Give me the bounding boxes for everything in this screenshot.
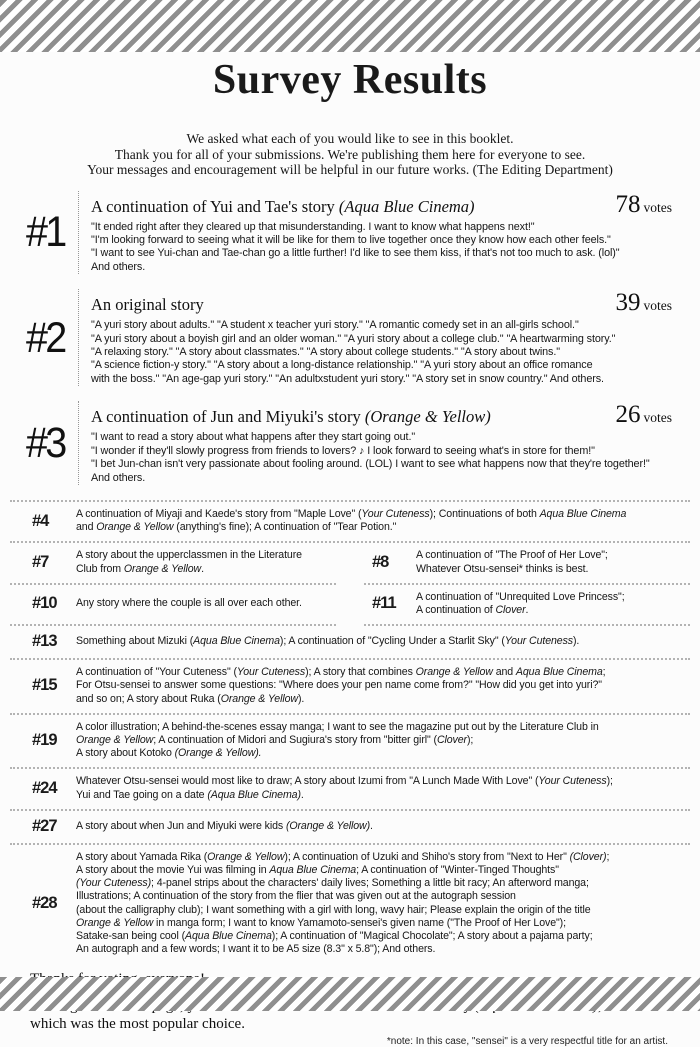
- text-segment: A continuation of: [416, 603, 496, 616]
- page-title: Survey Results: [212, 57, 488, 103]
- text-segment: A continuation of "Unrequited Love Princess";: [416, 590, 625, 603]
- text-segment: .: [370, 819, 373, 832]
- ranking-text: [416, 549, 690, 575]
- text-segment: .: [300, 788, 304, 801]
- text-segment: and: [76, 521, 97, 534]
- ranking-text: [76, 597, 350, 610]
- text-segment: .: [201, 562, 204, 575]
- text-segment: Your Cuteness: [504, 635, 573, 648]
- text-segment: ; A continuation of Midori and Sugiura's story from "bitter girl" (: [153, 733, 437, 746]
- text-segment: A story about the movie Yui was filming in: [76, 863, 270, 876]
- sensei-footnote: *note: In this case, "sensei" is a very respectful title for an artist.: [386, 1036, 668, 1047]
- text-segment: Orange & Yellow: [123, 562, 202, 575]
- top-rankings: [26, 191, 672, 485]
- text-segment: (about the calligraphy club); I want something with a girl with long, wavy hair; Please explain the origin of the title: [76, 903, 591, 916]
- rank-label: #11: [372, 594, 396, 613]
- rank-quotes: [91, 431, 672, 485]
- text-segment: and: [492, 666, 516, 679]
- ranking-column: [10, 508, 690, 534]
- quote-line: And others.: [91, 471, 146, 484]
- text-segment: Clover: [436, 733, 467, 746]
- text-segment: which was the most popular choice.: [30, 1016, 245, 1033]
- votes-label: votes: [643, 410, 672, 426]
- text-segment: A story about Yamada Rika (: [76, 850, 208, 863]
- text-segment: Aqua Blue Cinema: [515, 666, 603, 679]
- intro-line: Thank you for all of your submissions. We're publishing them here for everyone to see.: [114, 146, 586, 162]
- quote-line: "A relaxing story." "A story about classmates." "A story about college students." "A story about twins.": [91, 346, 560, 359]
- text-segment: A color illustration; A behind-the-scenes essay manga; I want to see the magazine put out by the Literature Club in: [76, 720, 599, 733]
- quote-line: "I bet Jun-chan isn't very passionate about fooling around. (LOL) I want to see what happens now that they're together!": [91, 458, 650, 471]
- text-segment: A story about when Jun and Miyuki were kids: [76, 819, 286, 832]
- rank-content: [78, 289, 672, 386]
- bottom-stripe-band: [0, 977, 700, 1011]
- text-segment: );: [466, 733, 474, 746]
- ranking-text: [76, 775, 690, 801]
- rank-title-text: An original story: [91, 295, 204, 315]
- ranking-column: [10, 851, 690, 957]
- rank-label: #24: [32, 779, 57, 798]
- rank-number: #2: [26, 313, 65, 362]
- ranking-row: [10, 769, 690, 808]
- ranking-column: [10, 721, 690, 761]
- text-segment: ; A continuation of "Winter-Tinged Thoughts": [356, 863, 559, 876]
- text-segment: Orange & Yellow: [76, 916, 154, 929]
- text-segment: ;: [602, 666, 606, 679]
- text-segment: ; 4-panel strips about the characters' daily lives; Something a little bit racy; An afterword manga;: [151, 877, 589, 890]
- ranking-text: [76, 549, 350, 575]
- text-segment: (Clover): [569, 850, 607, 863]
- ranking-row: [10, 626, 690, 658]
- text-segment: Illustrations; A continuation of the story from the flier that was given out at the autograph session: [76, 890, 516, 903]
- rank-label: #13: [32, 632, 57, 651]
- top-stripe-band: [0, 0, 700, 52]
- text-segment: (Orange & Yellow).: [174, 747, 262, 760]
- text-segment: Your Cuteness: [361, 507, 430, 520]
- ranking-column: [10, 817, 690, 836]
- quote-line: "A yuri story about adults." "A student x teacher yuri story." "A romantic comedy set in an all-girls school.": [91, 319, 579, 332]
- rank-title: [91, 407, 616, 427]
- text-segment: Something about Mizuki (: [76, 635, 194, 648]
- text-segment: );: [606, 775, 613, 788]
- text-segment: Aqua Blue Cinema: [193, 635, 280, 648]
- text-segment: Satake-san being cool (: [76, 929, 186, 942]
- quote-line: "I wonder if they'll slowly progress from friends to lovers? ♪ I look forward to seeing what's in store for them!": [91, 444, 595, 457]
- text-segment: ); A story that combines: [305, 666, 416, 679]
- rank-label: #27: [32, 816, 57, 835]
- intro-line: We asked what each of you would like to see in this booklet.: [186, 131, 514, 147]
- text-segment: Orange & Yellow: [76, 733, 154, 746]
- votes-count: [616, 191, 673, 219]
- ranking-column: [350, 591, 690, 617]
- ranking-text: [76, 666, 690, 706]
- text-segment: Whatever Otsu-sensei* thinks is best.: [416, 562, 589, 575]
- rank-quotes: [91, 221, 672, 275]
- text-segment: ); Continuations of both: [429, 507, 540, 520]
- text-segment: Orange & Yellow: [415, 666, 493, 679]
- votes-label: votes: [643, 298, 672, 314]
- ranking-column: [10, 591, 350, 617]
- intro-line: Your messages and encouragement will be helpful in our future works. (The Editing Department): [87, 162, 613, 178]
- votes-number: 26: [615, 401, 641, 429]
- quote-line: "I want to read a story about what happens after they start going out.": [91, 431, 416, 444]
- text-segment: Clover: [495, 603, 526, 616]
- text-segment: ); A continuation of "Magical Chocolate"; A story about a pajama party;: [271, 929, 593, 942]
- text-segment: Yui and Tae going on a date: [76, 788, 208, 801]
- ranking-text: [76, 851, 690, 957]
- text-segment: ;: [606, 850, 610, 863]
- quote-line: "I want to see Yui-chan and Tae-chan go a little further! I'd like to see them kiss, if that's not too much to ask. (lol)": [91, 247, 620, 260]
- top-ranking-row: [26, 401, 672, 485]
- text-segment: An autograph and a few words; I want it to be A5 size (8.3" x 5.8"); And others.: [76, 943, 436, 956]
- intro-text: [0, 131, 700, 178]
- ranking-text: [76, 721, 690, 761]
- rank-label: #4: [32, 511, 49, 530]
- rank-label: #8: [372, 553, 389, 572]
- rank-label: #28: [32, 894, 57, 913]
- votes-number: 39: [615, 289, 641, 317]
- text-segment: Your Cuteness: [538, 775, 607, 788]
- text-segment: Club from: [76, 562, 124, 575]
- text-segment: For Otsu-sensei to answer some questions: "Where does your pen name come from?" "How did you get into yuri?": [76, 679, 602, 692]
- text-segment: Orange & Yellow: [96, 521, 174, 534]
- ranking-row: [10, 811, 690, 843]
- text-segment: A continuation of "The Proof of Her Love";: [416, 549, 608, 562]
- ranking-column: [10, 666, 690, 706]
- rank-label: #7: [32, 553, 49, 572]
- rank-number: #1: [26, 208, 65, 257]
- rank-label: #10: [32, 594, 57, 613]
- ranking-column: [10, 775, 690, 801]
- rank-label: #15: [32, 676, 57, 695]
- quote-line: "A yuri story about a boyish girl and an older woman." "A yuri story about a college club." "A heartwarming story.": [91, 332, 616, 345]
- quote-line: "I'm looking forward to seeing what it will be like for them to live together once they know how each other feels.": [91, 234, 611, 247]
- top-ranking-row: [26, 191, 672, 275]
- text-segment: (Aqua Blue Cinema): [207, 788, 301, 801]
- text-segment: Any story where the couple is all over each other.: [76, 597, 302, 610]
- text-segment: (anything's fine); A continuation of "Tear Potion.": [173, 521, 397, 534]
- rank-content: [78, 191, 672, 275]
- ranking-text: [76, 635, 690, 648]
- quote-line: with the boss." "An age-gap yuri story." "An adultxstudent yuri story." "A story set in snow country." And others.: [91, 372, 604, 385]
- text-segment: A story about Kotoko: [76, 747, 175, 760]
- quote-line: And others.: [91, 260, 146, 273]
- text-segment: Aqua Blue Cinema: [539, 507, 627, 520]
- text-segment: Your Cuteness: [236, 666, 306, 679]
- rank-title-text: A continuation of Jun and Miyuki's story: [91, 407, 365, 427]
- text-segment: (Orange & Yellow): [285, 819, 371, 832]
- votes-number: 78: [615, 190, 641, 218]
- ranking-column: [10, 549, 350, 575]
- text-segment: Orange & Yellow: [207, 850, 285, 863]
- text-segment: .: [525, 603, 529, 616]
- ranking-text: [416, 591, 690, 617]
- rank-content: [78, 401, 672, 485]
- rank-title: [91, 295, 616, 315]
- text-segment: and so on; A story about Ruka (: [76, 692, 221, 705]
- text-segment: ).: [573, 635, 580, 648]
- quote-line: "A science fiction-y story." "A story about a long-distance relationship." "A yuri story about an office romance: [91, 359, 593, 372]
- lower-rankings: [10, 500, 690, 963]
- top-ranking-row: [26, 289, 672, 386]
- text-segment: ); A continuation of Uzuki and Shiho's story from "Next to Her": [284, 850, 570, 863]
- rank-title-work: (Aqua Blue Cinema): [338, 196, 475, 216]
- votes-count: [616, 401, 673, 429]
- text-segment: A continuation of "Your Cuteness" (: [76, 666, 237, 679]
- ranking-text: [76, 820, 690, 833]
- votes-count: [616, 289, 673, 317]
- text-segment: ); A continuation of "Cycling Under a Starlit Sky" (: [279, 635, 505, 648]
- text-segment: Whatever Otsu-sensei would most like to draw; A story about Izumi from "A Lunch Made With Love" (: [76, 775, 539, 788]
- text-segment: Aqua Blue Cinema: [269, 863, 357, 876]
- text-segment: Orange & Yellow: [220, 692, 298, 705]
- rank-quotes: [91, 319, 672, 386]
- quote-line: "It ended right after they cleared up that misunderstanding. I want to know what happens next!": [91, 220, 535, 233]
- ranking-row: [10, 502, 690, 541]
- rank-number: #3: [26, 419, 65, 468]
- rank-title-text: A continuation of Yui and Tae's story: [91, 196, 339, 216]
- rank-title: [91, 197, 616, 217]
- votes-label: votes: [643, 199, 672, 215]
- ranking-text: [76, 508, 690, 534]
- ranking-row: [10, 845, 690, 964]
- ranking-row: [10, 585, 690, 624]
- ranking-column: [10, 632, 690, 651]
- rank-label: #19: [32, 731, 57, 750]
- ranking-row: [10, 715, 690, 768]
- ranking-column: [350, 549, 690, 575]
- text-segment: ).: [297, 692, 305, 705]
- text-segment: A continuation of Miyaji and Kaede's story from "Maple Love" (: [76, 507, 362, 520]
- text-segment: in manga form; I want to know Yamamoto-sensei's given name ("The Proof of Her Love");: [153, 916, 566, 929]
- text-segment: A story about the upperclassmen in the Literature: [76, 549, 302, 562]
- ranking-row: [10, 660, 690, 713]
- text-segment: (Your Cuteness): [76, 877, 152, 890]
- text-segment: Aqua Blue Cinema: [185, 929, 272, 942]
- rank-title-work: (Orange & Yellow): [364, 407, 491, 427]
- ranking-row: [10, 543, 690, 582]
